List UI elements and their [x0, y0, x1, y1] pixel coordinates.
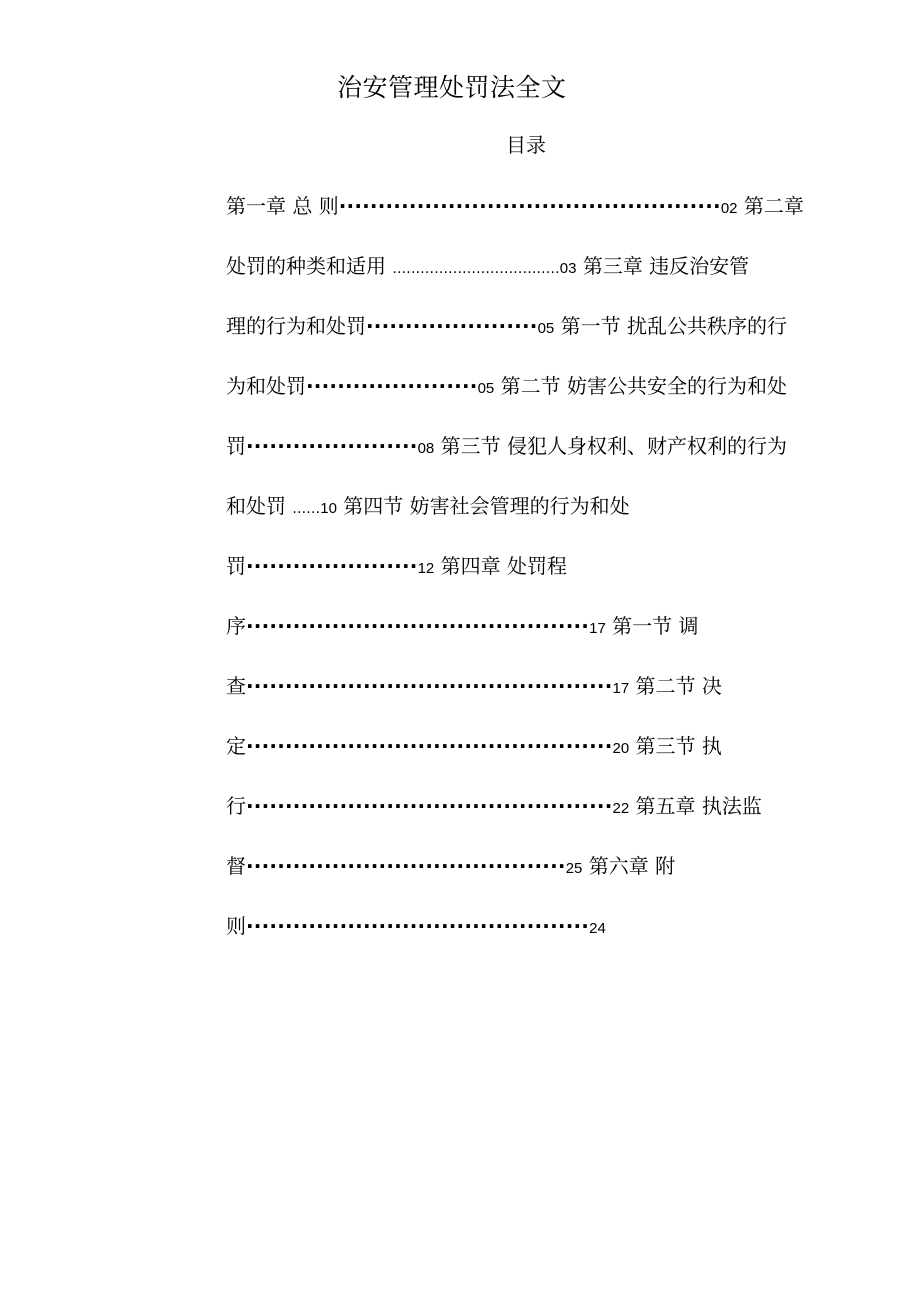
- toc-entry-text: 第三节 执: [629, 734, 722, 758]
- toc-entry-text: 行: [226, 794, 246, 818]
- toc-leader-dots: ·········································: [246, 854, 566, 878]
- toc-entry-text: 第六章 附: [582, 854, 676, 878]
- toc-line: [226, 611, 699, 641]
- toc-page-number: 17: [589, 620, 606, 637]
- toc-line: [226, 671, 722, 701]
- toc-line: [226, 911, 606, 941]
- toc-page-number: 25: [565, 860, 583, 877]
- toc-line: [226, 551, 567, 581]
- toc-entry-text: 处罚的种类和适用: [226, 254, 393, 278]
- toc-leader-dots: ....................................: [392, 261, 560, 277]
- toc-line: [226, 311, 787, 341]
- toc-leader-dots: ···············································: [246, 734, 613, 758]
- toc-entry-text: 为和处罚: [226, 374, 306, 398]
- toc-entry-text: 第二节 妨害公共安全的行为和处: [494, 374, 787, 398]
- toc-page-number: 10: [320, 500, 337, 517]
- toc-entry-text: 第二节 决: [629, 674, 722, 698]
- toc-line: [226, 491, 630, 521]
- toc-page-number: 20: [612, 740, 630, 757]
- toc-leader-dots: ···············································: [246, 674, 613, 698]
- toc-entry-text: 罚: [226, 554, 246, 578]
- toc-entry-text: 定: [226, 734, 246, 758]
- toc-leader-dots: ......: [292, 501, 321, 517]
- toc-heading: 目录: [506, 133, 546, 157]
- toc-leader-dots: ············································: [246, 614, 590, 638]
- toc-page-number: 08: [417, 440, 435, 457]
- toc-line: [226, 191, 804, 221]
- toc-line: [226, 431, 787, 461]
- toc-page-number: 24: [589, 920, 606, 937]
- toc-entry-text: 第一章 总 则: [226, 194, 339, 218]
- toc-entry-text: 第三章 违反治安管: [576, 254, 750, 278]
- toc-entry-text: 督: [226, 854, 246, 878]
- toc-entry-text: 第四章 处罚程: [434, 554, 567, 578]
- toc-page-number: 17: [612, 680, 630, 697]
- toc-page-number: 05: [537, 320, 555, 337]
- toc-line: [226, 731, 722, 761]
- toc-entry-text: 则: [226, 914, 246, 938]
- toc-entry-text: 第三节 侵犯人身权利、财产权利的行为: [434, 434, 787, 458]
- toc-entry-text: 第一节 扰乱公共秩序的行: [554, 314, 787, 338]
- toc-entry-text: 理的行为和处罚: [226, 314, 366, 338]
- toc-page-number: 03: [559, 260, 577, 277]
- toc-leader-dots: ······················: [366, 314, 538, 338]
- document-title: 治安管理处罚法全文: [337, 73, 567, 102]
- toc-entry-text: 第二章: [737, 194, 804, 218]
- toc-line: [226, 791, 762, 821]
- toc-entry-text: 第五章 执法监: [629, 794, 762, 818]
- toc-leader-dots: ············································: [246, 914, 590, 938]
- toc-line: [226, 371, 787, 401]
- toc-page-number: 05: [477, 380, 495, 397]
- toc-line: [226, 251, 749, 281]
- toc-leader-dots: ······················: [246, 554, 418, 578]
- toc-line: [226, 851, 675, 881]
- toc-leader-dots: ···············································: [246, 794, 613, 818]
- toc-page-number: 02: [720, 200, 738, 217]
- toc-entry-text: 第一节 调: [605, 614, 699, 638]
- toc-leader-dots: ·················································: [338, 194, 721, 218]
- toc-leader-dots: ······················: [306, 374, 478, 398]
- toc-entry-text: 和处罚: [226, 494, 293, 518]
- toc-entry-text: 第四节 妨害社会管理的行为和处: [336, 494, 630, 518]
- toc-entry-text: 序: [226, 614, 246, 638]
- toc-leader-dots: ······················: [246, 434, 418, 458]
- toc-entry-text: 查: [226, 674, 246, 698]
- toc-page-number: 12: [417, 560, 435, 577]
- toc-page-number: 22: [612, 800, 630, 817]
- toc-entry-text: 罚: [226, 434, 246, 458]
